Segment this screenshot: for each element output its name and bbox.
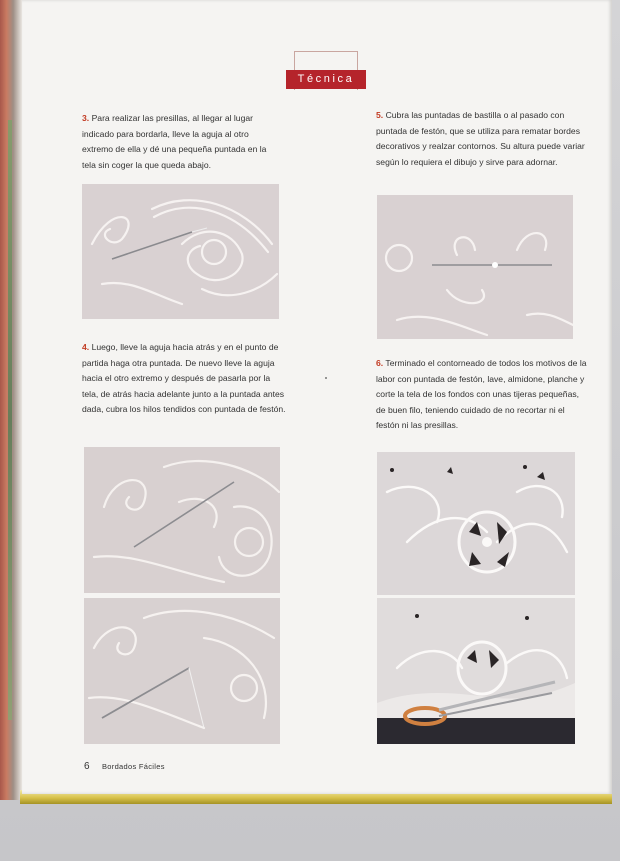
page-number: 6 [84,761,90,772]
embroidery-illustration [84,447,280,593]
step-text: Cubra las puntadas de bastilla o al pasado con puntada de festón, que se utiliza para rematar bordes decorativos y realzar contornos. Su altura puede variar según lo requiera el dibujo y sirve para adornar. [376,110,585,167]
step-6-photo-a [377,452,575,595]
step-number: 4. [82,342,90,352]
embroidery-illustration [377,195,573,339]
step-4-photo-b [84,598,280,744]
step-4 [82,340,287,418]
step-5-photo [377,195,573,339]
embroidery-illustration [84,598,280,744]
section-label: Técnica [286,70,366,89]
book-spine-edge [0,0,22,800]
cutwork-illustration [377,452,575,595]
step-number: 3. [82,113,90,123]
print-speck [325,377,327,379]
step-3 [82,111,282,173]
step-text: Terminado el contorneado de todos los motivos de la labor con puntada de festón, lave, almidone, planche y corte la tela de los fondos con unas tijeras pequeñas, de buen filo, teniendo cuidado de no recortar ni el festón ni las presillas. [376,358,587,431]
step-number: 5. [376,110,384,120]
step-4-photo-a [84,447,280,593]
embroidery-illustration [82,184,279,319]
step-6 [376,356,588,434]
step-text: Para realizar las presillas, al llegar al lugar indicado para bordarla, lleve la aguja al otro extremo de ella y dé una pequeña puntada en la tela sin coger la que queda abajo. [82,113,267,170]
step-5 [376,108,586,170]
cutwork-with-scissors-illustration [377,598,575,744]
step-text: Luego, lleve la aguja hacia atrás y en el punto de partida haga otra puntada. De nuevo lleve la aguja hacia el otro extremo y después de pasarla por la tela, de atrás hacia adelante junto a la puntada antes dada, cubra los hilos tendidos con puntada de festón. [82,342,286,415]
step-number: 6. [376,358,384,368]
magazine-page [22,0,612,794]
step-3-photo [82,184,279,319]
step-6-photo-b [377,598,575,744]
publication-title: Bordados Fáciles [102,762,165,771]
